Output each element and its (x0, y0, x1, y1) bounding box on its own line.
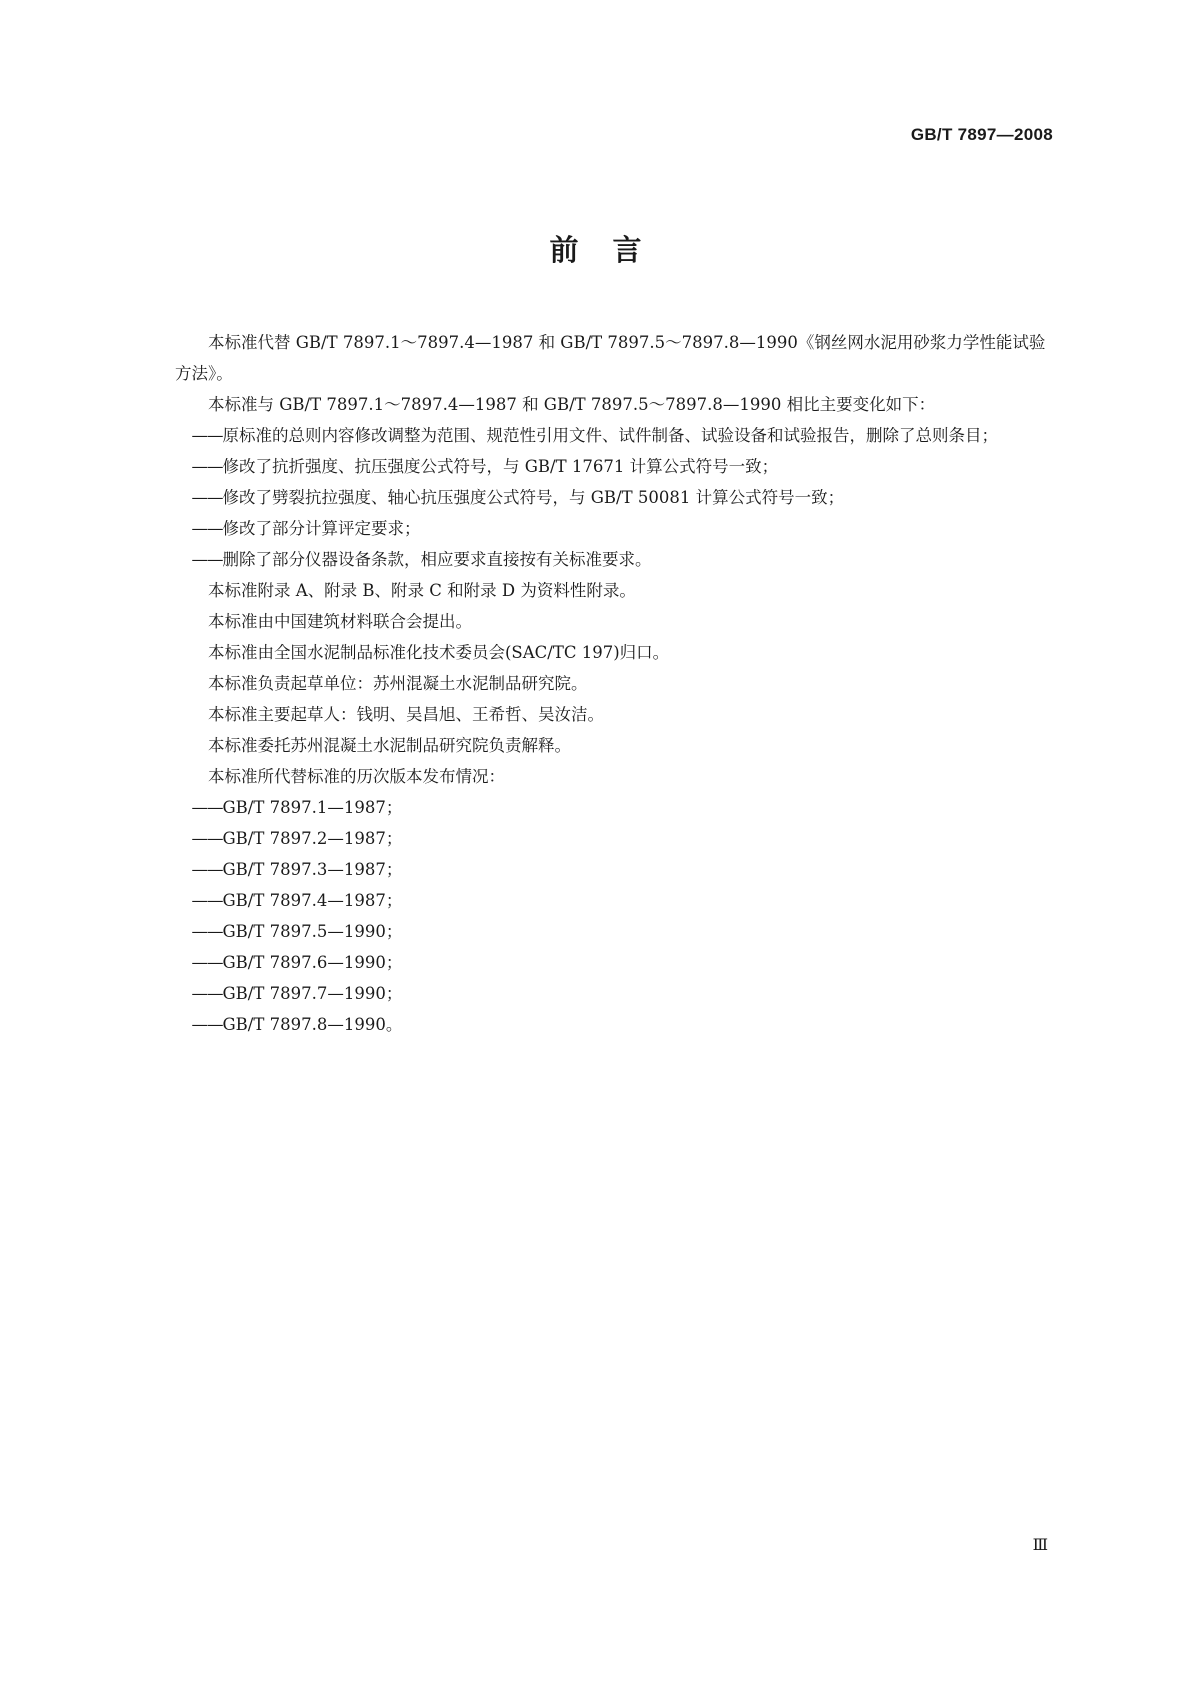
version-item-text: GB/T 7897.4—1987； (222, 891, 403, 910)
change-item (175, 420, 1055, 451)
page-number: Ⅲ (1032, 1535, 1048, 1554)
standard-code: GB/T 7897—2008 (910, 125, 1053, 144)
version-item-text: GB/T 7897.7—1990； (222, 984, 403, 1003)
version-item-text: GB/T 7897.8—1990。 (222, 1015, 403, 1034)
dash-marker: —— (191, 953, 223, 972)
change-item (175, 513, 1055, 544)
version-item (175, 1009, 1055, 1040)
change-item (175, 482, 1055, 513)
dash-marker: —— (191, 1015, 223, 1034)
paragraph-proposer: 本标准由中国建筑材料联合会提出。 (208, 612, 472, 631)
change-item-text: 修改了劈裂抗拉强度、轴心抗压强度公式符号，与 GB/T 50081 计算公式符号一致； (222, 488, 845, 507)
change-item-text: 原标准的总则内容修改调整为范围、规范性引用文件、试件制备、试验设备和试验报告，删除了总则条目； (222, 426, 998, 445)
foreword-body (175, 327, 1055, 1040)
paragraph-replacement: 本标准代替 GB/T 7897.1～7897.4—1987 和 GB/T 7897.5～7897.8—1990《钢丝网水泥用砂浆力学性能试验方法》。 (175, 333, 1046, 383)
dash-marker: —— (191, 457, 223, 476)
paragraph-history-intro: 本标准所代替标准的历次版本发布情况： (208, 767, 505, 786)
version-item-text: GB/T 7897.2—1987； (222, 829, 403, 848)
dash-marker: —— (191, 922, 223, 941)
version-item (175, 916, 1055, 947)
dash-marker: —— (191, 984, 223, 1003)
change-item (175, 451, 1055, 482)
version-item (175, 947, 1055, 978)
dash-marker: —— (191, 426, 223, 445)
page-title: 前言 (549, 233, 676, 267)
paragraph-interpretation: 本标准委托苏州混凝土水泥制品研究院负责解释。 (208, 736, 571, 755)
dash-marker: —— (191, 891, 223, 910)
dash-marker: —— (191, 829, 223, 848)
version-item (175, 885, 1055, 916)
version-item (175, 978, 1055, 1009)
version-item (175, 854, 1055, 885)
dash-marker: —— (191, 550, 223, 569)
version-item-text: GB/T 7897.1—1987； (222, 798, 403, 817)
change-item (175, 544, 1055, 575)
change-item-text: 删除了部分仪器设备条款，相应要求直接按有关标准要求。 (222, 550, 652, 569)
paragraph-annex: 本标准附录 A、附录 B、附录 C 和附录 D 为资料性附录。 (208, 581, 636, 600)
change-item-text: 修改了部分计算评定要求； (222, 519, 421, 538)
change-item-text: 修改了抗折强度、抗压强度公式符号，与 GB/T 17671 计算公式符号一致； (222, 457, 779, 476)
dash-marker: —— (191, 488, 223, 507)
paragraph-committee: 本标准由全国水泥制品标准化技术委员会(SAC/TC 197)归口。 (208, 643, 670, 662)
version-item-text: GB/T 7897.6—1990； (222, 953, 403, 972)
version-item-text: GB/T 7897.3—1987； (222, 860, 403, 879)
version-item (175, 792, 1055, 823)
paragraph-drafting-unit: 本标准负责起草单位：苏州混凝土水泥制品研究院。 (208, 674, 588, 693)
dash-marker: —— (191, 798, 223, 817)
dash-marker: —— (191, 519, 223, 538)
version-item (175, 823, 1055, 854)
version-item-text: GB/T 7897.5—1990； (222, 922, 403, 941)
paragraph-drafters: 本标准主要起草人：钱明、吴昌旭、王希哲、吴汝洁。 (208, 705, 604, 724)
dash-marker: —— (191, 860, 223, 879)
paragraph-changes-intro: 本标准与 GB/T 7897.1～7897.4—1987 和 GB/T 7897.5～7897.8—1990 相比主要变化如下： (208, 395, 936, 414)
